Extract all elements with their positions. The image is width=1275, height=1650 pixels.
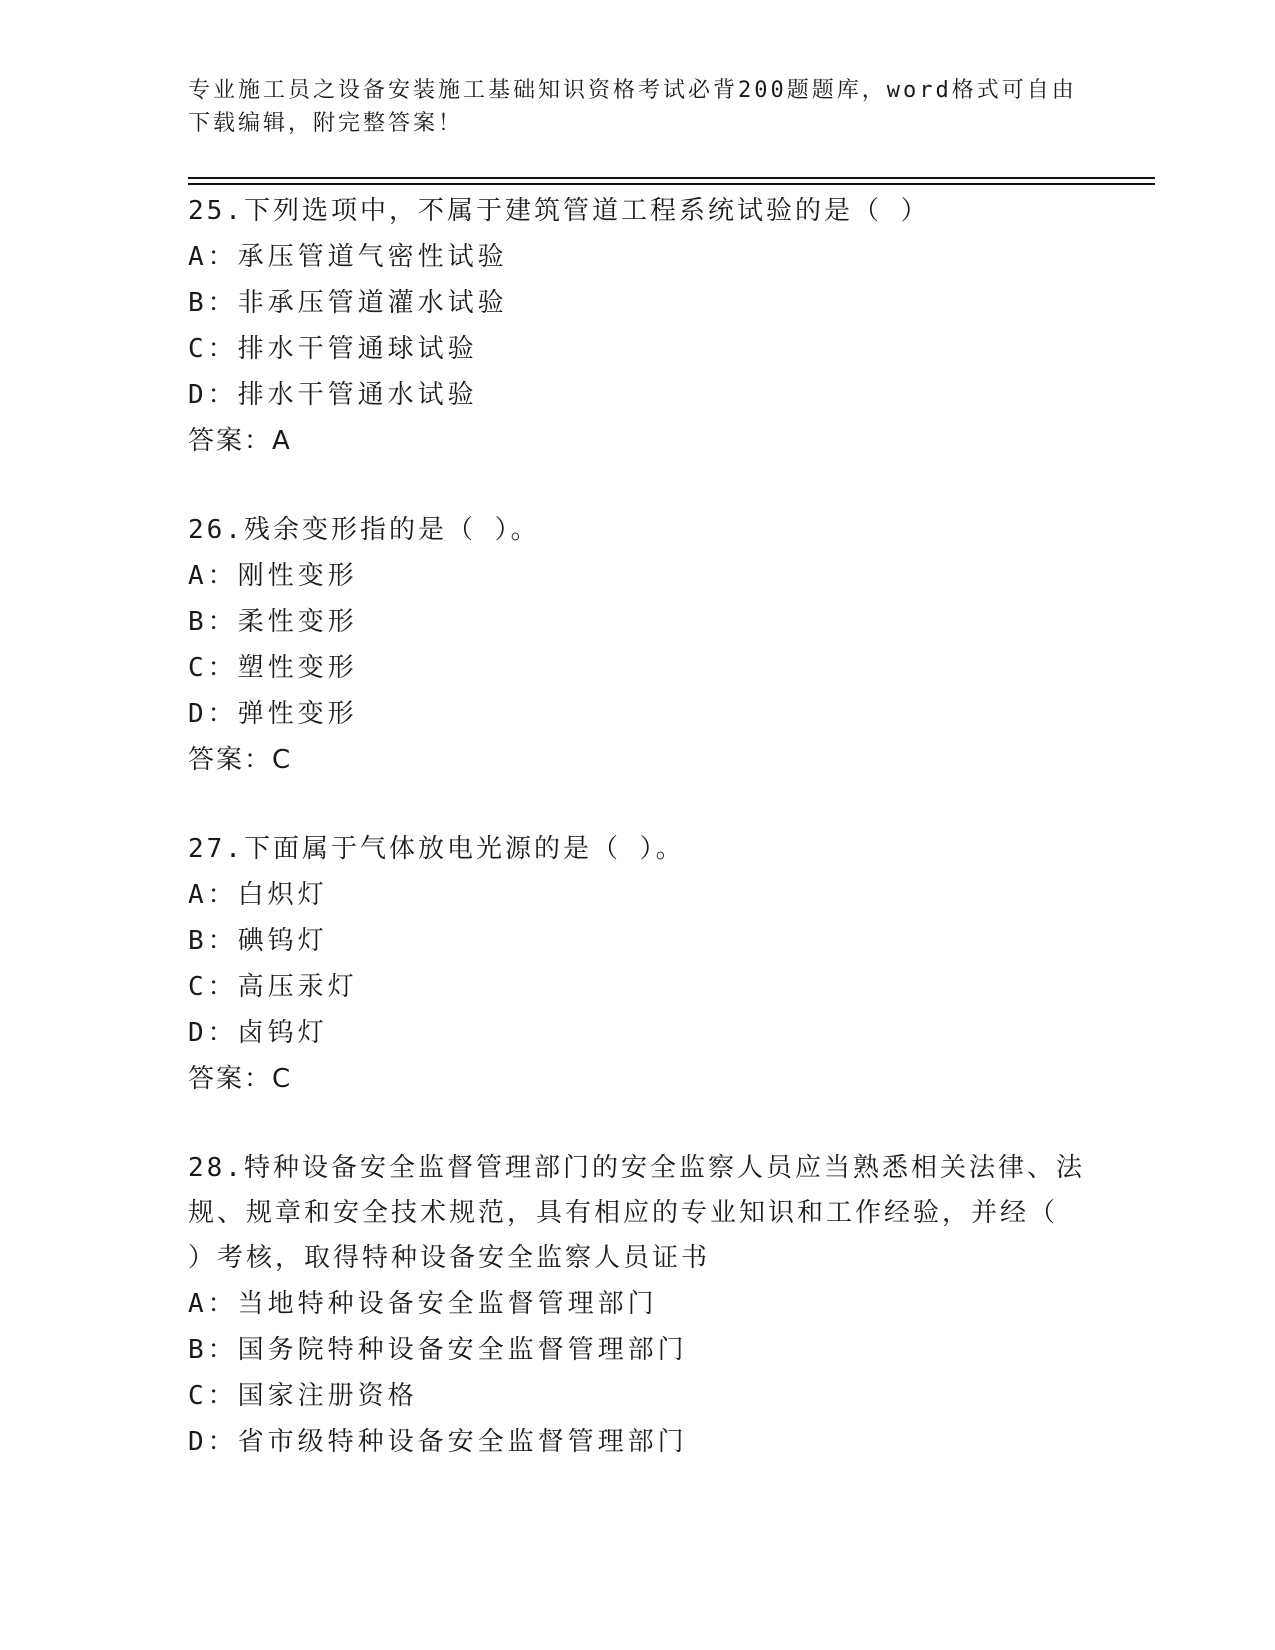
option-a: A：当地特种设备安全监督管理部门 (188, 1289, 658, 1319)
option-b: B：非承压管道灌水试验 (188, 288, 508, 318)
question-26 (188, 508, 1088, 783)
option-a: A：白炽灯 (188, 880, 328, 910)
header-divider-bottom (188, 183, 1155, 185)
answer: 答案：C (188, 1064, 293, 1094)
option-a: A：刚性变形 (188, 561, 358, 591)
option-d: D：弹性变形 (188, 699, 358, 729)
option-d: D：省市级特种设备安全监督管理部门 (188, 1427, 688, 1457)
option-d: D：卤钨灯 (188, 1018, 328, 1048)
question-stem: 25.下列选项中，不属于建筑管道工程系统试验的是（ ） (188, 196, 930, 226)
option-b: B：碘钨灯 (188, 926, 328, 956)
document-intro: 专业施工员之设备安装施工基础知识资格考试必背200题题库，word格式可自由下载编辑，附完整答案！ (188, 78, 1077, 136)
question-28 (188, 1146, 1088, 1465)
question-stem: 27.下面属于气体放电光源的是（ ）。 (188, 834, 685, 864)
option-c: C：塑性变形 (188, 653, 358, 683)
option-b: B：柔性变形 (188, 607, 358, 637)
header-divider-top (188, 177, 1155, 179)
question-25 (188, 189, 1088, 464)
option-b: B：国务院特种设备安全监督管理部门 (188, 1335, 688, 1365)
question-stem: 28.特种设备安全监督管理部门的安全监察人员应当熟悉相关法律、法规、规章和安全技术规范，具有相应的专业知识和工作经验，并经（ ）考核，取得特种设备安全监察人员证书 (188, 1153, 1085, 1273)
option-a: A：承压管道气密性试验 (188, 242, 508, 272)
answer: 答案：C (188, 745, 293, 775)
option-c: C：排水干管通球试验 (188, 334, 478, 364)
option-d: D：排水干管通水试验 (188, 380, 478, 410)
option-c: C：高压汞灯 (188, 972, 358, 1002)
question-27 (188, 827, 1088, 1102)
option-c: C：国家注册资格 (188, 1381, 418, 1411)
question-stem: 26.残余变形指的是（ ）。 (188, 515, 540, 545)
answer: 答案：A (188, 426, 292, 456)
